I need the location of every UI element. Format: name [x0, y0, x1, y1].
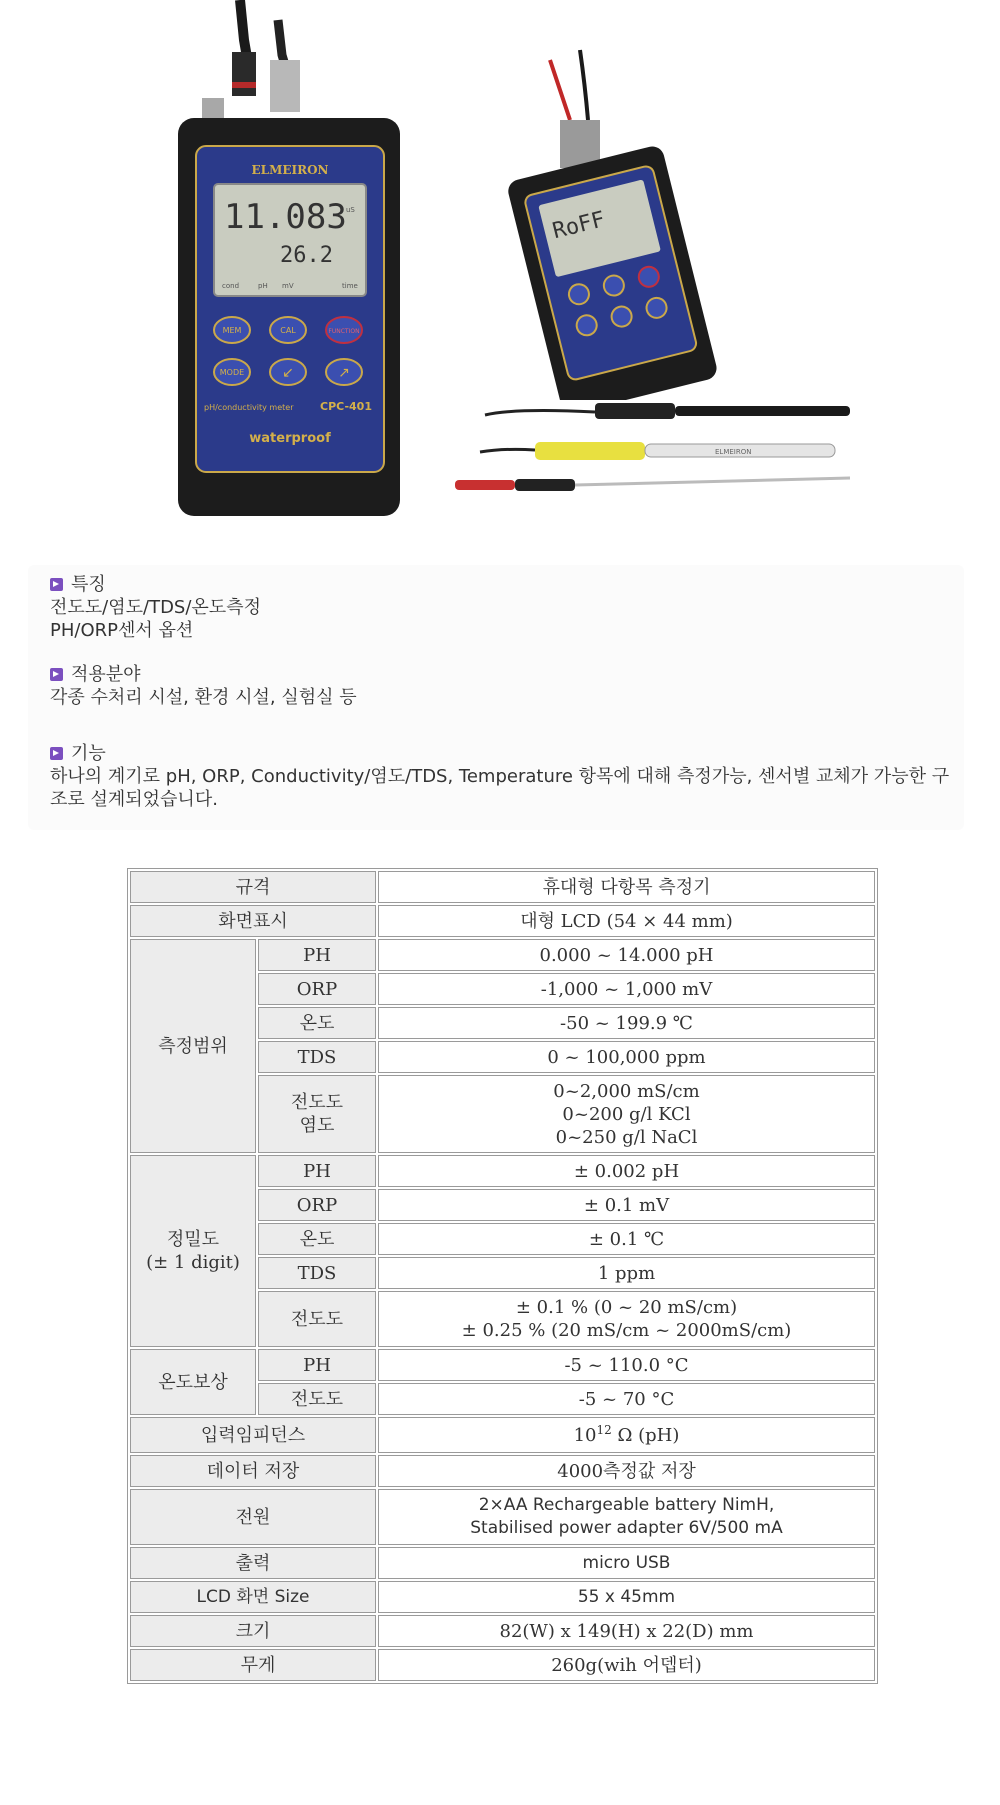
range-label: 측정범위 [130, 939, 256, 1153]
table-row [130, 905, 875, 937]
functions-section [50, 742, 950, 811]
small-lcd-reading: RoFF [550, 207, 608, 245]
power-line: 2×AA Rechargeable battery NimH, [478, 1495, 775, 1515]
weight-label: 무게 [130, 1649, 376, 1681]
accuracy-label-line: 정밀도 [166, 1229, 220, 1250]
display-value: 대형 LCD (54 × 44 mm) [378, 905, 875, 937]
power-label: 전원 [130, 1489, 376, 1545]
impedance-base: 10 [573, 1424, 597, 1446]
power-value [378, 1489, 875, 1545]
range-orp-label: ORP [258, 973, 376, 1005]
probes-photo [455, 400, 860, 515]
compensation-ph-value: -5 ~ 110.0 °C [378, 1349, 875, 1381]
accuracy-cond-label: 전도도 [258, 1291, 376, 1347]
meter-photo-small [490, 40, 780, 400]
table-row [130, 1349, 875, 1381]
applications-title: 적용분야 [71, 664, 141, 685]
accuracy-tds-label: TDS [258, 1257, 376, 1289]
lcd-unit: uS [346, 206, 355, 214]
accuracy-label [130, 1155, 256, 1347]
range-tds-label: TDS [258, 1041, 376, 1073]
table-row [130, 871, 875, 903]
table-row [130, 1417, 875, 1453]
table-row [130, 1649, 875, 1681]
weight-value: 260g(wih 어뎁터) [378, 1649, 875, 1681]
lcd-tab-mv: mV [282, 282, 294, 290]
table-row [130, 939, 875, 971]
accuracy-temp-value: ± 0.1 ℃ [378, 1223, 875, 1255]
key-function: FUNCTION [328, 328, 360, 335]
impedance-rest: Ω (pH) [611, 1424, 680, 1446]
range-ph-value: 0.000 ~ 14.000 pH [378, 939, 875, 971]
range-cond-line: 0~200 g/l KCl [562, 1103, 691, 1125]
lcd-tab-time: time [342, 282, 358, 290]
compensation-cond-value: -5 ~ 70 °C [378, 1383, 875, 1415]
impedance-label: 입력임피던스 [130, 1417, 376, 1453]
waterproof-label: waterproof [249, 431, 331, 446]
probe-brand-label: ELMEIRON [715, 448, 752, 456]
spec-table-wrapper [127, 868, 878, 1684]
features-title: 특징 [71, 574, 106, 595]
range-cond-label-line: 전도도 [290, 1092, 344, 1113]
applications-text: 각종 수처리 시설, 환경 시설, 실험실 등 [50, 687, 357, 708]
lcd-temp-reading: 26.2 [280, 243, 333, 268]
table-row [130, 1489, 875, 1545]
impedance-value [378, 1417, 875, 1453]
meter-photo-large [170, 0, 410, 520]
range-orp-value: -1,000 ~ 1,000 mV [378, 973, 875, 1005]
storage-value: 4000측정값 저장 [378, 1455, 875, 1487]
model-number: CPC-401 [320, 400, 372, 413]
impedance-exponent: 12 [596, 1422, 612, 1437]
features-panel [28, 565, 964, 830]
range-ph-label: PH [258, 939, 376, 971]
compensation-ph-label: PH [258, 1349, 376, 1381]
bullet-icon [50, 747, 63, 760]
range-cond-value [378, 1075, 875, 1153]
spec-table [127, 868, 878, 1684]
lcd-tab-ph: pH [258, 282, 268, 290]
arrow-right-icon: ↗ [338, 365, 350, 381]
table-row [130, 1455, 875, 1487]
bullet-icon [50, 668, 63, 681]
table-row [130, 1615, 875, 1647]
range-cond-label-line: 염도 [299, 1115, 335, 1136]
accuracy-ph-label: PH [258, 1155, 376, 1187]
spec-value: 휴대형 다항목 측정기 [378, 871, 875, 903]
key-mode: MODE [219, 368, 245, 377]
range-temp-label: 온도 [258, 1007, 376, 1039]
functions-text: 하나의 계기로 pH, ORP, Conductivity/염도/TDS, Temperature 항목에 대해 측정가능, 센서별 교체가 가능한 구조로 설계되었습니다. [50, 766, 950, 810]
range-cond-line: 0~2,000 mS/cm [553, 1080, 700, 1102]
table-row [130, 1155, 875, 1187]
accuracy-cond-value [378, 1291, 875, 1347]
accuracy-cond-line: ± 0.1 % (0 ~ 20 mS/cm) [515, 1297, 738, 1318]
lcd-tab-cond: cond [222, 282, 240, 290]
display-label: 화면표시 [130, 905, 376, 937]
range-cond-line: 0~250 g/l NaCl [555, 1126, 698, 1148]
size-value: 82(W) x 149(H) x 22(D) mm [378, 1615, 875, 1647]
compensation-label: 온도보상 [130, 1349, 256, 1415]
accuracy-orp-value: ± 0.1 mV [378, 1189, 875, 1221]
range-tds-value: 0 ~ 100,000 ppm [378, 1041, 875, 1073]
table-row [130, 1581, 875, 1613]
output-label: 출력 [130, 1547, 376, 1579]
output-value: micro USB [378, 1547, 875, 1579]
accuracy-orp-label: ORP [258, 1189, 376, 1221]
compensation-cond-label: 전도도 [258, 1383, 376, 1415]
arrow-left-icon: ↙ [282, 365, 294, 381]
accuracy-cond-line: ± 0.25 % (20 mS/cm ~ 2000mS/cm) [461, 1320, 792, 1341]
accuracy-label-line: (± 1 digit) [146, 1252, 240, 1273]
brand-label: ELMEIRON [251, 163, 329, 177]
accuracy-temp-label: 온도 [258, 1223, 376, 1255]
features-line: PH/ORP센서 옵션 [50, 620, 194, 641]
spec-label: 규격 [130, 871, 376, 903]
key-cal: CAL [280, 326, 296, 335]
accuracy-tds-value: 1 ppm [378, 1257, 875, 1289]
accuracy-ph-value: ± 0.002 pH [378, 1155, 875, 1187]
storage-label: 데이터 저장 [130, 1455, 376, 1487]
features-section [50, 573, 261, 642]
applications-section [50, 663, 357, 709]
features-line: 전도도/염도/TDS/온도측정 [50, 597, 261, 618]
lcd-size-value: 55 x 45mm [378, 1581, 875, 1613]
power-line: Stabilised power adapter 6V/500 mA [470, 1518, 783, 1538]
key-mem: MEM [222, 326, 242, 335]
table-row [130, 1547, 875, 1579]
range-temp-value: -50 ~ 199.9 ℃ [378, 1007, 875, 1039]
lcd-main-reading: 11.083 [224, 197, 347, 237]
range-cond-label [258, 1075, 376, 1153]
functions-title: 기능 [71, 743, 106, 764]
size-label: 크기 [130, 1615, 376, 1647]
model-line: pH/conductivity meter [204, 403, 294, 412]
lcd-size-label: LCD 화면 Size [130, 1581, 376, 1613]
bullet-icon [50, 578, 63, 591]
